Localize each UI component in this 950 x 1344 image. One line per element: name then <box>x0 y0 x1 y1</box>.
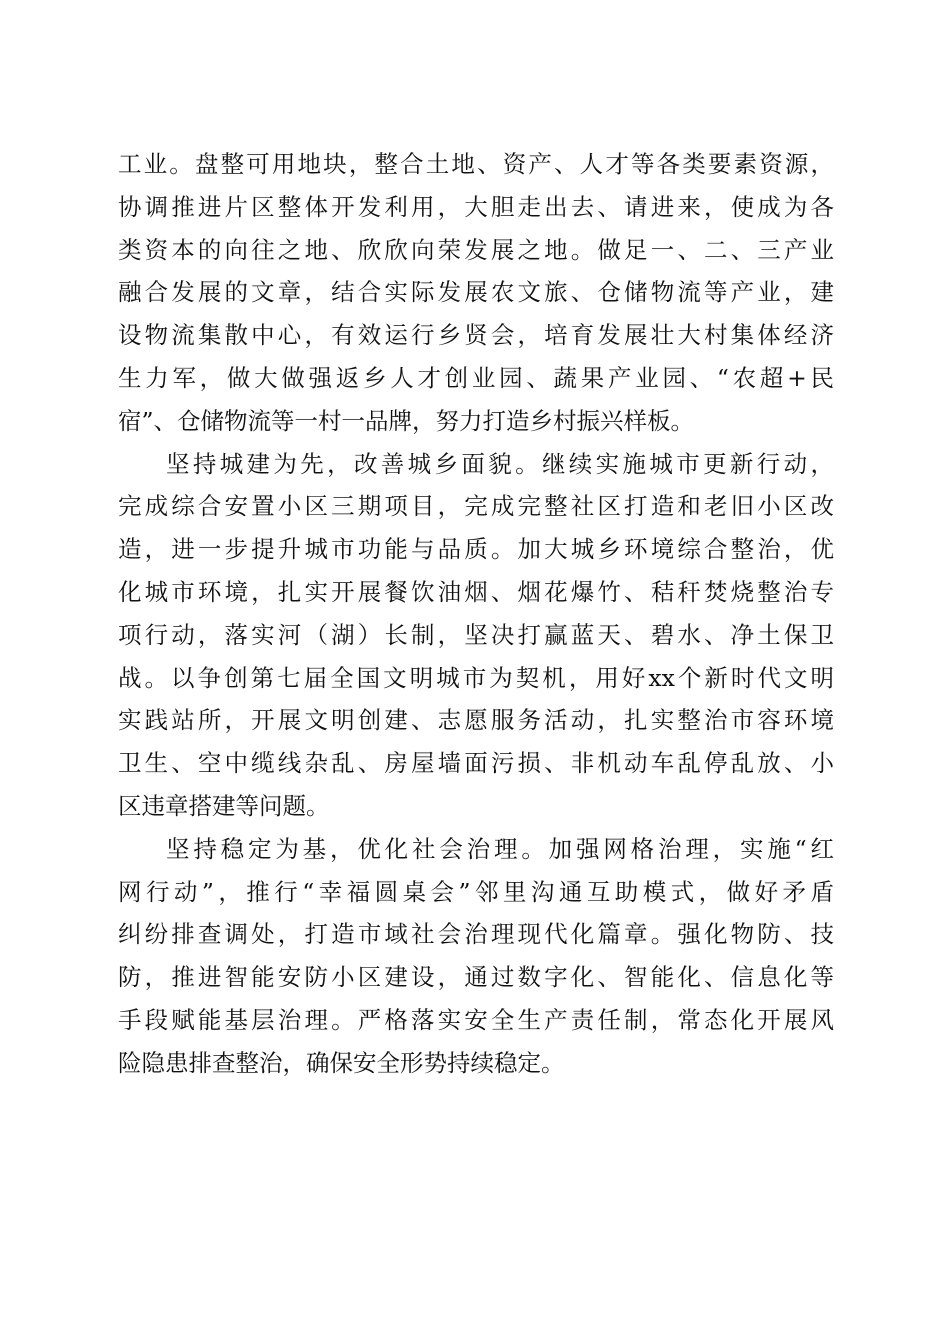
text-line: 战。以争创第七届全国文明城市为契机，用好xx个新时代文明 <box>118 663 834 692</box>
text-line: 防，推进智能安防小区建设，通过数字化、智能化、信息化等 <box>118 963 834 992</box>
text-line: 区违章搭建等问题。 <box>118 791 330 820</box>
text-line: 造，进一步提升城市功能与品质。加大城乡环境综合整治，优 <box>118 535 834 564</box>
text-line: 坚持城建为先，改善城乡面貌。继续实施城市更新行动， <box>166 449 834 478</box>
text-line: 工业。盘整可用地块，整合土地、资产、人才等各类要素资源， <box>118 150 834 178</box>
text-line: 实践站所，开展文明创建、志愿服务活动，扎实整治市容环境 <box>118 706 834 735</box>
text-line: 类资本的向往之地、欣欣向荣发展之地。做足一、二、三产业 <box>118 235 834 264</box>
text-line: 手段赋能基层治理。严格落实安全生产责任制，常态化开展风 <box>118 1005 834 1034</box>
text-line: 坚持稳定为基，优化社会治理。加强网格治理，实施“红 <box>166 834 834 863</box>
text-line: 设物流集散中心，有效运行乡贤会，培育发展壮大村集体经济 <box>118 321 834 350</box>
text-line: 项行动，落实河（湖）长制，坚决打赢蓝天、碧水、净土保卫 <box>118 620 834 649</box>
text-line: 卫生、空中缆线杂乱、房屋墙面污损、非机动车乱停乱放、小 <box>118 749 834 778</box>
text-line: 宿”、仓储物流等一村一品牌，努力打造乡村振兴样板。 <box>118 406 695 435</box>
text-line: 纠纷排查调处，打造市域社会治理现代化篇章。强化物防、技 <box>118 920 834 949</box>
paragraph-rural-development <box>118 143 834 443</box>
document-body <box>118 143 834 1085</box>
text-line: 生力军，做大做强返乡人才创业园、蔬果产业园、“农超+民 <box>118 363 834 392</box>
paragraph-urban-construction <box>118 443 834 828</box>
text-line: 协调推进片区整体开发利用，大胆走出去、请进来，使成为各 <box>118 192 834 221</box>
text-line: 化城市环境，扎实开展餐饮油烟、烟花爆竹、秸秆焚烧整治专 <box>118 577 834 606</box>
text-line: 网行动”，推行“幸福圆桌会”邻里沟通互助模式，做好矛盾 <box>118 877 834 906</box>
text-line: 险隐患排查整治，确保安全形势持续稳定。 <box>118 1048 565 1077</box>
text-line: 完成综合安置小区三期项目，完成完整社区打造和老旧小区改 <box>118 492 834 521</box>
text-line: 融合发展的文章，结合实际发展农文旅、仓储物流等产业，建 <box>118 278 834 307</box>
paragraph-social-governance <box>118 828 834 1085</box>
